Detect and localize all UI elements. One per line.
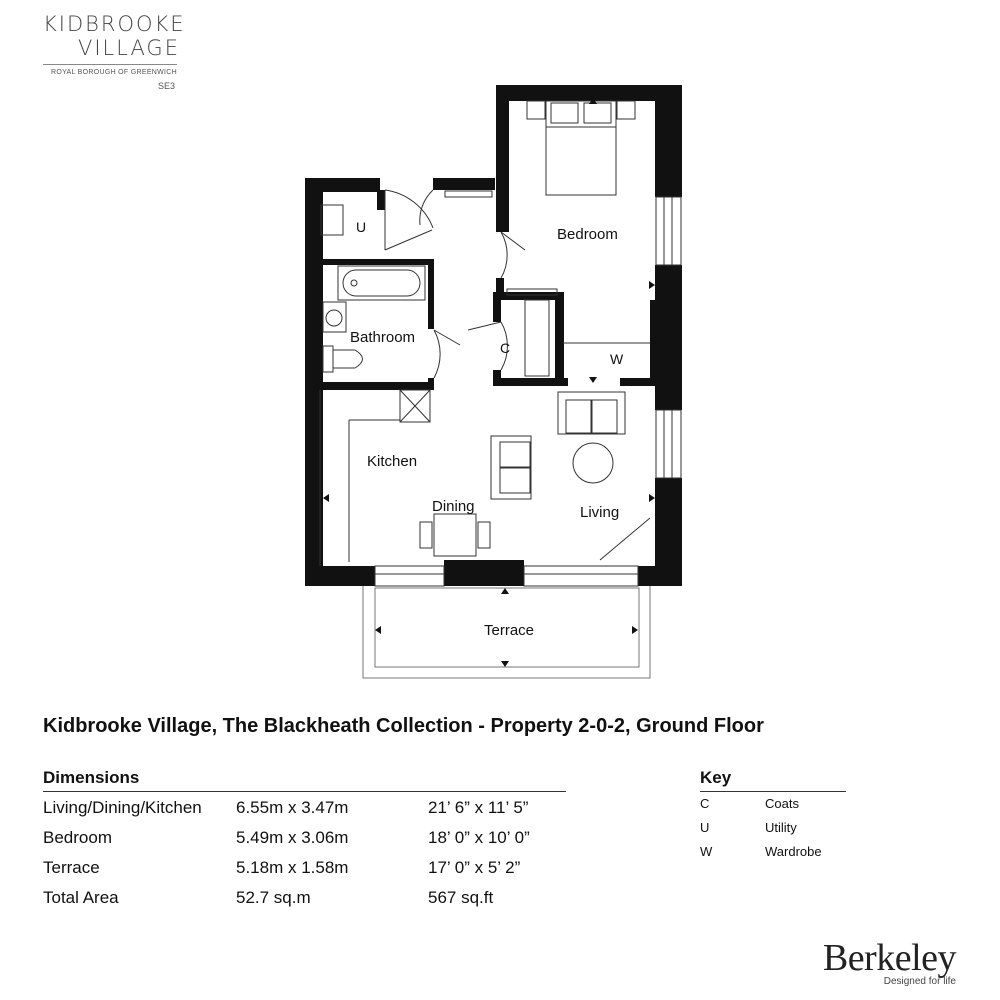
label-utility: U [356,219,367,235]
dimension-row [43,798,603,822]
dimension-row [43,828,603,852]
dimension-name: Living/Dining/Kitchen [43,798,202,817]
brand-name: Berkeley [822,937,956,979]
dimension-metric: 5.49m x 3.06m [236,828,349,847]
logo-line-1: KIDBROOKE [43,12,186,36]
key-label: Wardrobe [765,844,822,859]
logo-postcode: SE3 [157,81,175,91]
dimension-name: Total Area [43,888,119,907]
logo-subtitle: ROYAL BOROUGH OF GREENWICH [50,69,177,76]
label-wardrobe: W [610,351,624,367]
brand-tagline: Designed for life [883,976,956,987]
dimension-imperial: 21’ 6” x 11’ 5” [428,798,529,817]
dimensions-heading: Dimensions [43,768,140,787]
dimension-imperial: 18’ 0” x 10’ 0” [428,828,530,847]
key-heading: Key [700,768,732,787]
dimension-name: Bedroom [43,828,112,847]
dimension-metric: 6.55m x 3.47m [236,798,349,817]
dimension-metric: 5.18m x 1.58m [236,858,349,877]
dimension-metric: 52.7 sq.m [236,888,311,907]
dimensions-divider [43,791,566,792]
label-living: Living [580,504,620,521]
dimension-imperial: 17’ 0” x 5’ 2” [428,858,521,877]
key-label: Utility [765,820,797,835]
dimension-row [43,888,603,912]
dimension-name: Terrace [43,858,100,877]
dimension-row [43,858,603,882]
label-terrace: Terrace [484,622,535,639]
label-bathroom: Bathroom [350,329,416,346]
dimension-imperial: 567 sq.ft [428,888,494,907]
key-divider [700,791,846,792]
key-code: U [700,820,710,835]
label-kitchen: Kitchen [367,453,418,470]
key-code: W [700,844,713,859]
key-code: C [700,796,710,811]
label-bedroom: Bedroom [557,226,618,243]
label-dining: Dining [432,498,475,515]
label-coats: C [500,340,511,356]
page-title: Kidbrooke Village, The Blackheath Collection - Property 2-0-2, Ground Floor [43,715,764,737]
key-label: Coats [765,796,799,811]
logo-line-2: VILLAGE [78,36,180,60]
brand-logo [823,939,956,987]
